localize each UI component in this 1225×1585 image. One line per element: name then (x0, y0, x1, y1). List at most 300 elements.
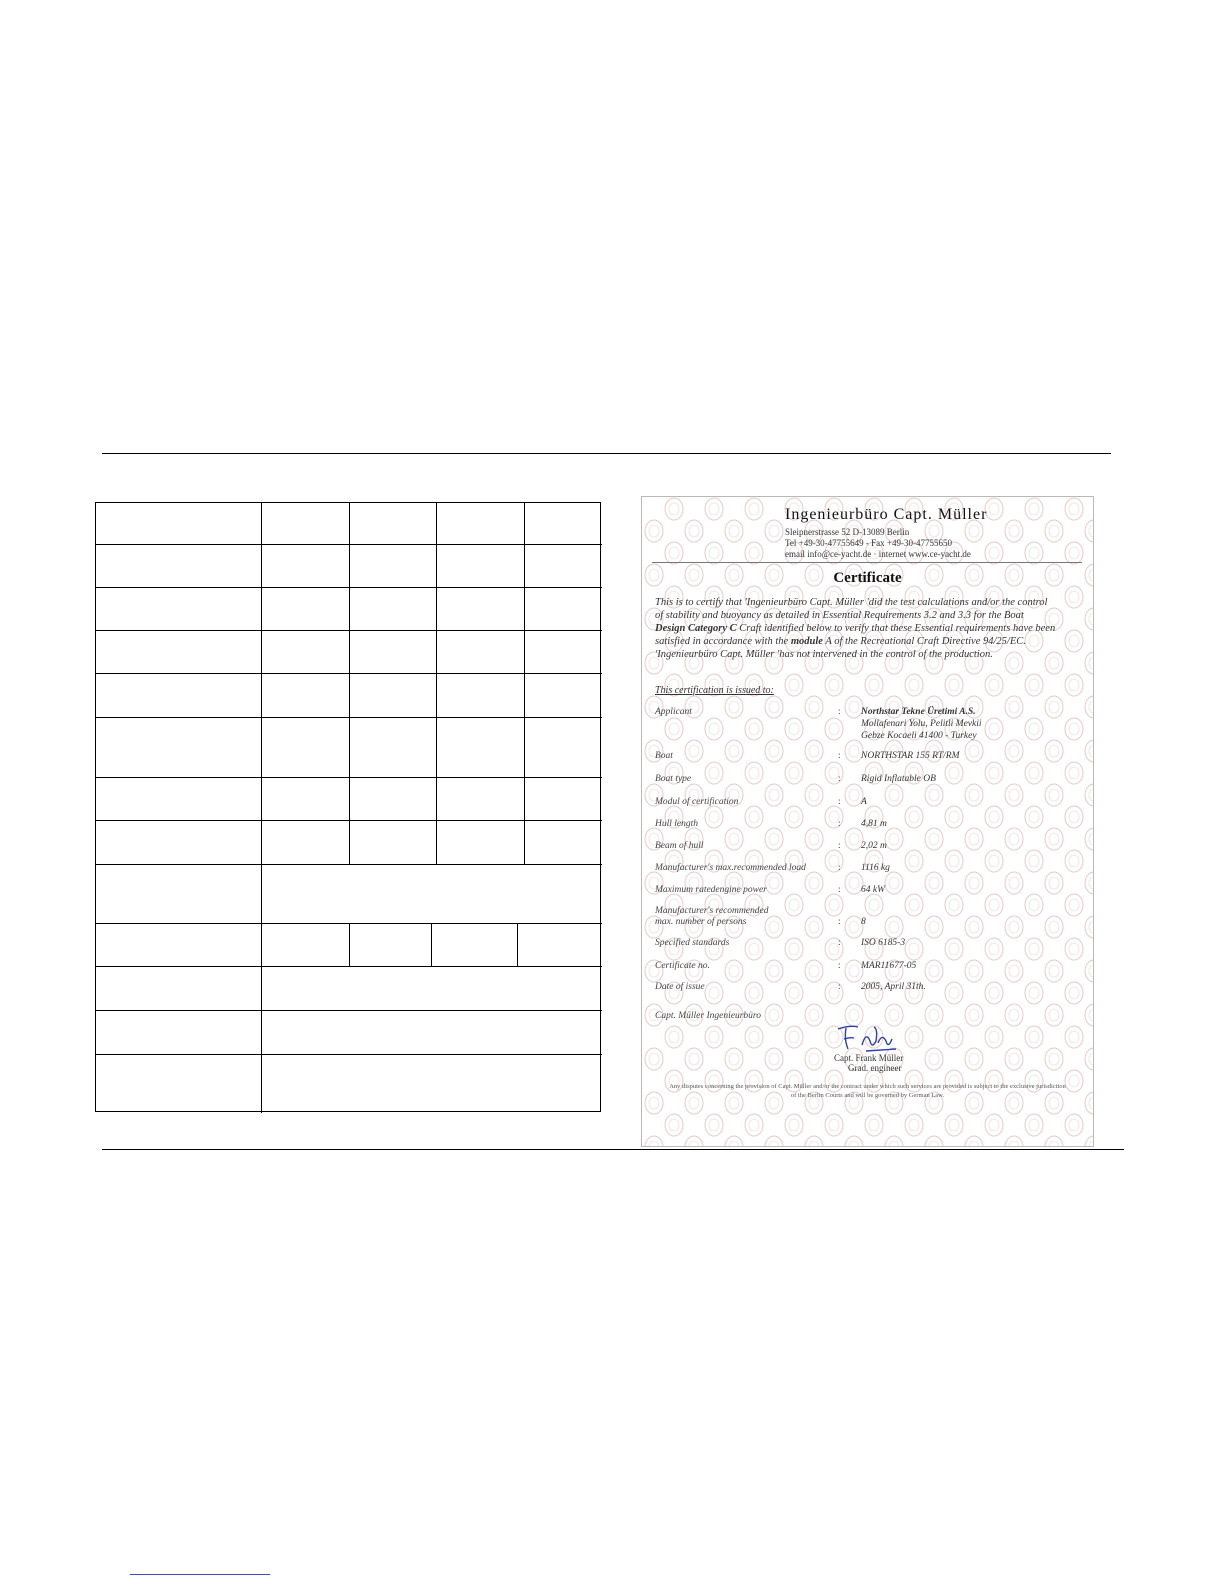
watermark-stamp (1065, 630, 1083, 652)
watermark-stamp (765, 784, 783, 806)
standards-value: ISO 6185-3 (861, 938, 906, 948)
watermark-stamp (785, 1026, 803, 1048)
field-colon: : (838, 863, 841, 873)
watermark-stamp (985, 718, 1003, 740)
field-colon: : (838, 707, 841, 717)
watermark-stamp (985, 1114, 1003, 1136)
watermark-stamp (1005, 1004, 1023, 1026)
field-colon: : (838, 938, 841, 948)
watermark-stamp (905, 1026, 923, 1048)
watermark-stamp (645, 1048, 663, 1070)
watermark-stamp (925, 784, 943, 806)
cert-phone-fax: Tel +49-30-47755649 - Fax +49-30-47755650 (785, 538, 953, 548)
watermark-stamp (1025, 542, 1043, 564)
watermark-stamp (665, 542, 683, 564)
watermark-stamp (725, 740, 743, 762)
watermark-stamp (1005, 740, 1023, 762)
cert-body-text: satisfied in accordance with the (655, 636, 791, 647)
certificate-document (641, 496, 1094, 1147)
watermark-stamp (685, 740, 703, 762)
form-table-cell (261, 923, 349, 966)
watermark-stamp (1025, 498, 1043, 520)
watermark-stamp (765, 916, 783, 938)
watermark-stamp (865, 1114, 883, 1136)
field-colon: : (838, 982, 841, 992)
watermark-stamp (965, 740, 983, 762)
horizontal-rule-bottom (102, 1149, 1124, 1150)
watermark-stamp (925, 916, 943, 938)
form-table-cell (96, 673, 261, 717)
form-table-cell (436, 630, 524, 673)
form-table-cell (96, 717, 261, 777)
watermark-stamp (925, 1136, 943, 1146)
watermark-stamp (945, 938, 963, 960)
watermark-stamp (685, 1136, 703, 1146)
cert-body-text: Craft identified below to verify that these Essential requirements have been (736, 623, 1056, 634)
watermark-stamp (785, 1114, 803, 1136)
watermark-stamp (945, 674, 963, 696)
form-table-cell (524, 587, 602, 630)
form-table-cell (261, 820, 349, 864)
cert-body-line: 'Ingenieurbüro Capt. Müller 'has not intervened in the control of the production. (655, 649, 993, 660)
form-table-cell (261, 1010, 602, 1054)
persons-label: Manufacturer's recommended (655, 906, 769, 916)
module-text: module (790, 636, 823, 647)
standards-label: Specified standards (655, 938, 730, 948)
watermark-stamp (1025, 894, 1043, 916)
watermark-stamp (1085, 960, 1093, 982)
watermark-stamp (725, 1136, 743, 1146)
watermark-stamp (1025, 674, 1043, 696)
form-table-cell (261, 864, 602, 923)
persons-label: max. number of persons (655, 917, 747, 927)
watermark-stamp (825, 894, 843, 916)
form-table-cell (349, 717, 436, 777)
watermark-stamp (825, 718, 843, 740)
watermark-stamp (1025, 806, 1043, 828)
watermark-stamp (725, 828, 743, 850)
watermark-stamp (745, 498, 763, 520)
form-table-cell (96, 587, 261, 630)
watermark-stamp (1005, 520, 1023, 542)
watermark-stamp (925, 828, 943, 850)
power-value: 64 kW (861, 885, 886, 895)
watermark-stamp (725, 520, 743, 542)
watermark-stamp (805, 828, 823, 850)
form-table-cell (436, 544, 524, 587)
form-table-cell (96, 1010, 261, 1054)
form-table-cell (261, 1054, 602, 1113)
form-table-cell (261, 777, 349, 820)
watermark-stamp (805, 784, 823, 806)
boat-type-label: Boat type (655, 774, 692, 784)
watermark-stamp (765, 740, 783, 762)
form-table-cell (436, 777, 524, 820)
watermark-stamp (645, 520, 663, 542)
watermark-stamp (905, 894, 923, 916)
field-colon: : (838, 797, 841, 807)
watermark-stamp (825, 1114, 843, 1136)
watermark-stamp (945, 982, 963, 1004)
watermark-stamp (785, 894, 803, 916)
watermark-stamp (725, 1048, 743, 1070)
boat-type-value: Rigid Inflatable OB (861, 774, 936, 784)
form-table-cell (349, 587, 436, 630)
watermark-stamp (1005, 696, 1023, 718)
cert-body-line: This is to certify that 'Ingenieurbüro Capt. Müller 'did the test calculations and/or the control (655, 597, 1048, 608)
watermark-stamp (785, 718, 803, 740)
watermark-stamp (765, 1004, 783, 1026)
watermark-stamp (725, 696, 743, 718)
form-table-cell (349, 673, 436, 717)
watermark-stamp (765, 1048, 783, 1070)
watermark-stamp (1005, 872, 1023, 894)
watermark-stamp (1045, 1048, 1063, 1070)
horizontal-rule-top (102, 453, 1111, 454)
watermark-stamp (805, 696, 823, 718)
cert-address: Sleipnerstrasse 52 D-13089 Berlin (785, 527, 910, 537)
jurisdiction-note: of the Berlin Courts and will be governed by German Law. (790, 1092, 945, 1099)
form-table-cell (436, 717, 524, 777)
watermark-stamp (745, 938, 763, 960)
watermark-stamp (765, 696, 783, 718)
hull-length-value: 4,81 m (861, 819, 887, 829)
field-colon: : (838, 774, 841, 784)
persons-value: 8 (861, 917, 866, 927)
beam-label: Beam of hull (655, 841, 704, 851)
applicant-name: Northstar Tekne Üretimi A.S. (861, 707, 976, 717)
field-colon: : (838, 819, 841, 829)
form-table-cell (524, 630, 602, 673)
watermark-stamp (945, 762, 963, 784)
watermark-stamp (1025, 1114, 1043, 1136)
watermark-stamp (1005, 1136, 1023, 1146)
watermark-stamp (1065, 674, 1083, 696)
watermark-stamp (805, 960, 823, 982)
watermark-stamp (705, 806, 723, 828)
form-table-cell (96, 966, 261, 1010)
watermark-stamp (925, 960, 943, 982)
watermark-stamp (985, 498, 1003, 520)
watermark-stamp (985, 674, 1003, 696)
form-table-cell (261, 503, 349, 544)
watermark-stamp (1005, 828, 1023, 850)
form-table-cell (349, 777, 436, 820)
form-table-cell (261, 673, 349, 717)
watermark-stamp (1025, 938, 1043, 960)
cert-header-divider (652, 562, 1082, 563)
watermark-stamp (945, 850, 963, 872)
watermark-stamp (1045, 520, 1063, 542)
form-table-cell (349, 630, 436, 673)
design-category-text: Design Category C (655, 623, 737, 634)
watermark-stamp (1005, 784, 1023, 806)
watermark-stamp (1025, 762, 1043, 784)
watermark-stamp (905, 1114, 923, 1136)
form-table-cell (524, 717, 602, 777)
watermark-stamp (765, 960, 783, 982)
watermark-stamp (1045, 740, 1063, 762)
cert-body-line (655, 636, 1026, 647)
watermark-stamp (1085, 696, 1093, 718)
watermark-stamp (745, 982, 763, 1004)
footnote-separator (130, 1574, 270, 1575)
watermark-stamp (1065, 982, 1083, 1004)
form-table-cell (524, 503, 602, 544)
watermark-stamp (805, 1004, 823, 1026)
watermark-stamp (665, 718, 683, 740)
watermark-stamp (745, 1114, 763, 1136)
form-table-cell (96, 630, 261, 673)
watermark-stamp (865, 674, 883, 696)
watermark-stamp (705, 498, 723, 520)
watermark-stamp (1085, 828, 1093, 850)
watermark-stamp (1065, 894, 1083, 916)
watermark-stamp (1045, 784, 1063, 806)
form-table-cell (261, 544, 349, 587)
watermark-stamp (965, 960, 983, 982)
watermark-stamp (885, 828, 903, 850)
form-table-cell (96, 1054, 261, 1113)
watermark-stamp (985, 762, 1003, 784)
watermark-stamp (985, 938, 1003, 960)
modul-label: Modul of certification (655, 797, 739, 807)
watermark-stamp (1005, 652, 1023, 674)
form-table-cell (261, 717, 349, 777)
form-table-cell (261, 966, 602, 1010)
watermark-stamp (725, 960, 743, 982)
date-value: 2005, April 31th. (861, 982, 926, 992)
watermark-stamp (945, 806, 963, 828)
form-table-cell (436, 503, 524, 544)
watermark-stamp (1065, 850, 1083, 872)
watermark-stamp (1045, 872, 1063, 894)
form-table-cell (436, 820, 524, 864)
form-table-cell (96, 864, 261, 923)
watermark-stamp (745, 762, 763, 784)
watermark-stamp (1085, 1136, 1093, 1146)
watermark-stamp (1025, 718, 1043, 740)
form-table-cell (524, 673, 602, 717)
watermark-stamp (765, 1136, 783, 1146)
watermark-stamp (1005, 1048, 1023, 1070)
watermark-stamp (945, 1026, 963, 1048)
watermark-stamp (1045, 1004, 1063, 1026)
watermark-stamp (1065, 586, 1083, 608)
field-colon: : (838, 917, 841, 927)
field-colon: : (838, 841, 841, 851)
watermark-stamp (985, 850, 1003, 872)
watermark-stamp (925, 1048, 943, 1070)
form-table-cell (349, 923, 431, 966)
watermark-stamp (965, 784, 983, 806)
watermark-stamp (1065, 938, 1083, 960)
watermark-stamp (1045, 1136, 1063, 1146)
watermark-stamp (905, 806, 923, 828)
beam-value: 2,02 m (861, 841, 887, 851)
watermark-stamp (885, 916, 903, 938)
boat-label: Boat (655, 751, 673, 761)
watermark-stamp (865, 894, 883, 916)
boat-value: NORTHSTAR 155 RT/RM (861, 751, 960, 761)
watermark-stamp (1045, 916, 1063, 938)
form-table-cell (96, 777, 261, 820)
watermark-stamp (1085, 740, 1093, 762)
watermark-stamp (665, 1026, 683, 1048)
watermark-stamp (745, 718, 763, 740)
watermark-stamp (745, 542, 763, 564)
watermark-stamp (785, 806, 803, 828)
watermark-stamp (1045, 960, 1063, 982)
watermark-stamp (1025, 1026, 1043, 1048)
watermark-stamp (885, 872, 903, 894)
watermark-stamp (985, 1026, 1003, 1048)
watermark-stamp (925, 872, 943, 894)
hull-length-label: Hull length (655, 819, 699, 829)
watermark-stamp (965, 1048, 983, 1070)
watermark-stamp (965, 916, 983, 938)
watermark-stamp (805, 1048, 823, 1070)
watermark-stamp (665, 498, 683, 520)
form-table-cell (431, 923, 517, 966)
form-table-cell (436, 673, 524, 717)
watermark-stamp (705, 718, 723, 740)
watermark-stamp (705, 1114, 723, 1136)
watermark-stamp (1085, 1048, 1093, 1070)
watermark-stamp (685, 520, 703, 542)
watermark-stamp (925, 1004, 943, 1026)
field-colon: : (838, 961, 841, 971)
watermark-stamp (985, 894, 1003, 916)
watermark-stamp (805, 872, 823, 894)
applicant-address-line: Gebze Kocaeli 41400 - Turkey (861, 731, 977, 741)
watermark-stamp (965, 1136, 983, 1146)
watermark-stamp (1085, 784, 1093, 806)
watermark-stamp (1085, 652, 1093, 674)
watermark-stamp (1045, 696, 1063, 718)
watermark-stamp (765, 828, 783, 850)
field-colon: : (838, 885, 841, 895)
watermark-stamp (1025, 982, 1043, 1004)
cert-body-line: of stability and buoyancy as detailed in Essential Requirements 3.2 and 3.3 for the Boat (655, 610, 1024, 621)
watermark-stamp (805, 916, 823, 938)
applicant-address-line: Mollafenari Yolu, Pelitli Mevkii (861, 719, 982, 729)
form-table-cell (524, 777, 602, 820)
signatory-name: Capt. Frank Müller (834, 1053, 904, 1063)
watermark-stamp (805, 1136, 823, 1146)
watermark-stamp (705, 1026, 723, 1048)
watermark-stamp (1065, 762, 1083, 784)
watermark-stamp (765, 872, 783, 894)
watermark-stamp (1005, 960, 1023, 982)
load-label: Manufacturer's max.recommended load (655, 863, 806, 873)
watermark-stamp (1085, 1004, 1093, 1026)
watermark-stamp (1045, 828, 1063, 850)
form-table-border (95, 502, 601, 1112)
watermark-stamp (905, 850, 923, 872)
watermark-stamp (785, 982, 803, 1004)
cert-title: Certificate (833, 570, 902, 586)
watermark-stamp (1085, 872, 1093, 894)
watermark-stamp (905, 938, 923, 960)
watermark-stamp (885, 784, 903, 806)
watermark-stamp (805, 740, 823, 762)
watermark-stamp (1065, 542, 1083, 564)
form-table-cell (517, 923, 602, 966)
watermark-stamp (705, 542, 723, 564)
watermark-stamp (1065, 718, 1083, 740)
date-label: Date of issue (655, 982, 705, 992)
watermark-stamp (705, 982, 723, 1004)
cert-body-text: A of the Recreational Craft Directive 94/25/EC. (822, 636, 1026, 647)
form-table-cell (524, 544, 602, 587)
watermark-stamp (985, 982, 1003, 1004)
form-table-cell (436, 587, 524, 630)
watermark-stamp (785, 762, 803, 784)
watermark-stamp (1085, 520, 1093, 542)
cert-no-value: MAR11677-05 (861, 961, 917, 971)
watermark-stamp (785, 938, 803, 960)
watermark-stamp (685, 1048, 703, 1070)
form-table-cell (96, 544, 261, 587)
power-label: Maximum ratedengine power (655, 885, 767, 895)
watermark-stamp (945, 894, 963, 916)
watermark-stamp (1065, 806, 1083, 828)
signatory-title: Grad. engineer (848, 1063, 902, 1073)
watermark-stamp (825, 674, 843, 696)
cert-no-label: Certificate no. (655, 961, 710, 971)
watermark-stamp (845, 1136, 863, 1146)
form-table-cell (96, 923, 261, 966)
cert-company-name: Ingenieurbüro Capt. Müller (785, 506, 988, 523)
watermark-stamp (1065, 1114, 1083, 1136)
watermark-stamp (905, 674, 923, 696)
issuer-name: Capt. Müller Ingenieurbüro (655, 1011, 761, 1021)
form-table-cell (96, 503, 261, 544)
handwritten-signature (832, 1019, 902, 1055)
issued-to-heading: This certification is issued to: (655, 685, 774, 696)
applicant-label: Applicant (655, 707, 692, 717)
form-table-cell (524, 820, 602, 864)
watermark-stamp (945, 1114, 963, 1136)
watermark-stamp (965, 872, 983, 894)
jurisdiction-note: Any disputes concerning the provision of Capt. Müller and/or the contract under which such services are provided is subject to the exclusive jurisdiction (669, 1083, 1066, 1090)
form-table-cell (96, 820, 261, 864)
cert-body-line (655, 623, 1055, 634)
watermark-stamp (885, 1136, 903, 1146)
field-colon: : (838, 751, 841, 761)
form-table-cell (349, 503, 436, 544)
watermark-stamp (745, 806, 763, 828)
watermark-stamp (1005, 916, 1023, 938)
watermark-stamp (665, 1114, 683, 1136)
watermark-stamp (965, 828, 983, 850)
form-table-cell (349, 544, 436, 587)
watermark-stamp (1085, 916, 1093, 938)
form-table-cell (349, 820, 436, 864)
form-table-cell (261, 587, 349, 630)
cert-email-web: email info@ce-yacht.de · internet www.ce-yacht.de (785, 549, 971, 559)
watermark-stamp (1085, 608, 1093, 630)
form-table-cell (261, 630, 349, 673)
watermark-stamp (985, 542, 1003, 564)
watermark-stamp (1065, 498, 1083, 520)
load-value: 1116 kg (861, 863, 890, 873)
watermark-stamp (1025, 850, 1043, 872)
watermark-stamp (985, 806, 1003, 828)
watermark-stamp (645, 1136, 663, 1146)
modul-value: A (861, 797, 867, 807)
